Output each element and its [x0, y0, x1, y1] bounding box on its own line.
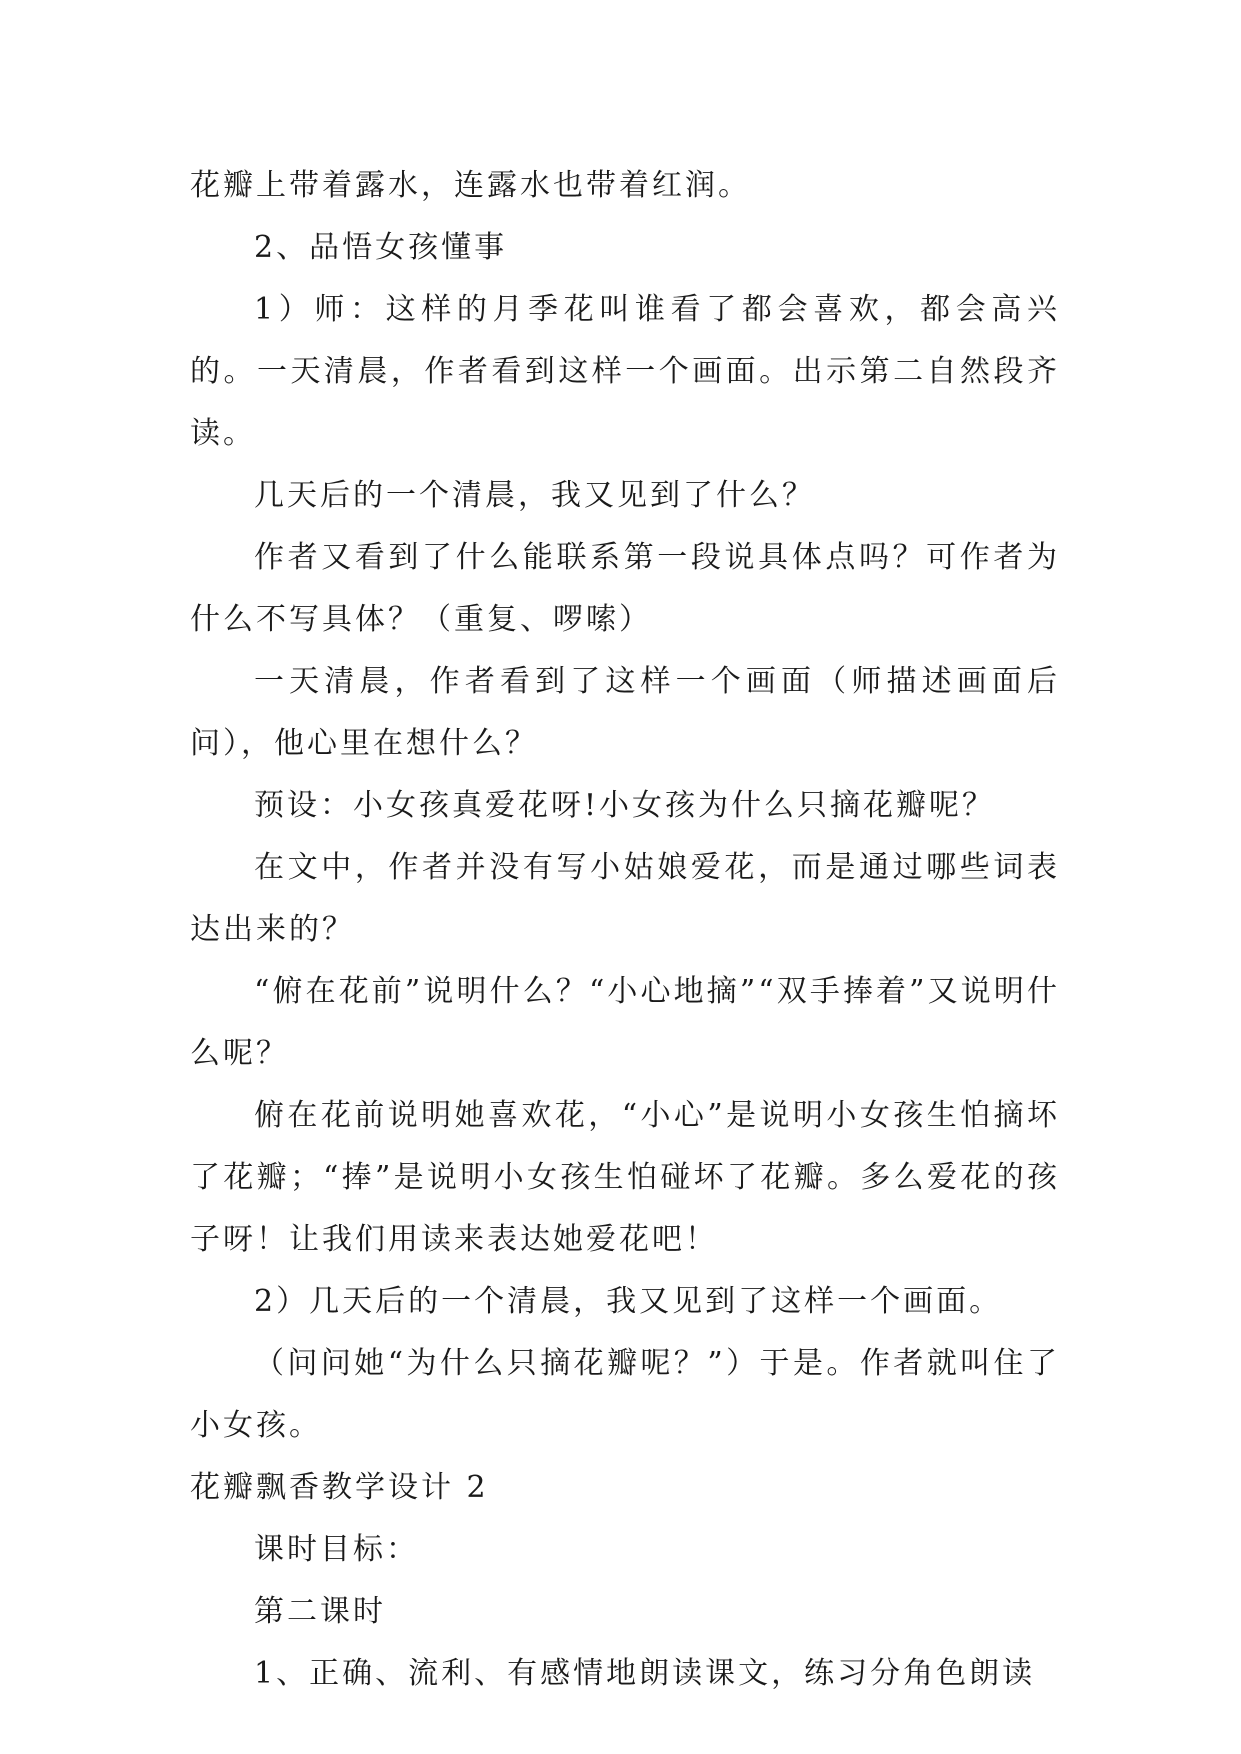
paragraph-10: 俯在花前说明她喜欢花，“小心”是说明小女孩生怕摘坏了花瓣；“捧”是说明小女孩生怕碰坏了花瓣。多么爱花的孩子呀！让我们用读来表达她爱花吧！	[190, 1098, 1060, 1257]
paragraph-7: 预设：小女孩真爱花呀!小女孩为什么只摘花瓣呢？	[254, 788, 996, 823]
paragraph-12: （问问她“为什么只摘花瓣呢？”）于是。作者就叫住了小女孩。	[190, 1346, 1060, 1443]
paragraph-1: 花瓣上带着露水，连露水也带着红润。	[190, 168, 751, 203]
paragraph-5: 作者又看到了什么能联系第一段说具体点吗？可作者为什么不写具体？（重复、啰嗦）	[190, 540, 1060, 637]
document-body	[190, 155, 1060, 1705]
paragraph-6: 一天清晨，作者看到了这样一个画面（师描述画面后问），他心里在想什么？	[190, 664, 1060, 761]
paragraph-3: 1）师：这样的月季花叫谁看了都会喜欢，都会高兴的。一天清晨，作者看到这样一个画面。出示第二自然段齐读。	[190, 292, 1060, 451]
paragraph-8: 在文中，作者并没有写小姑娘爱花，而是通过哪些词表达出来的？	[190, 850, 1060, 947]
document-title-2: 花瓣飘香教学设计 2	[190, 1470, 489, 1505]
paragraph-14: 课时目标：	[254, 1532, 419, 1567]
paragraph-4: 几天后的一个清晨，我又见到了什么？	[254, 478, 815, 513]
paragraph-16: 1、正确、流利、有感情地朗读课文，练习分角色朗读	[254, 1656, 1036, 1691]
paragraph-11: 2）几天后的一个清晨，我又见到了这样一个画面。	[254, 1284, 1003, 1319]
paragraph-9: “俯在花前”说明什么？“小心地摘”“双手捧着”又说明什么呢？	[190, 974, 1060, 1071]
paragraph-section-heading: 2、品悟女孩懂事	[254, 230, 508, 265]
paragraph-15: 第二课时	[254, 1594, 386, 1629]
